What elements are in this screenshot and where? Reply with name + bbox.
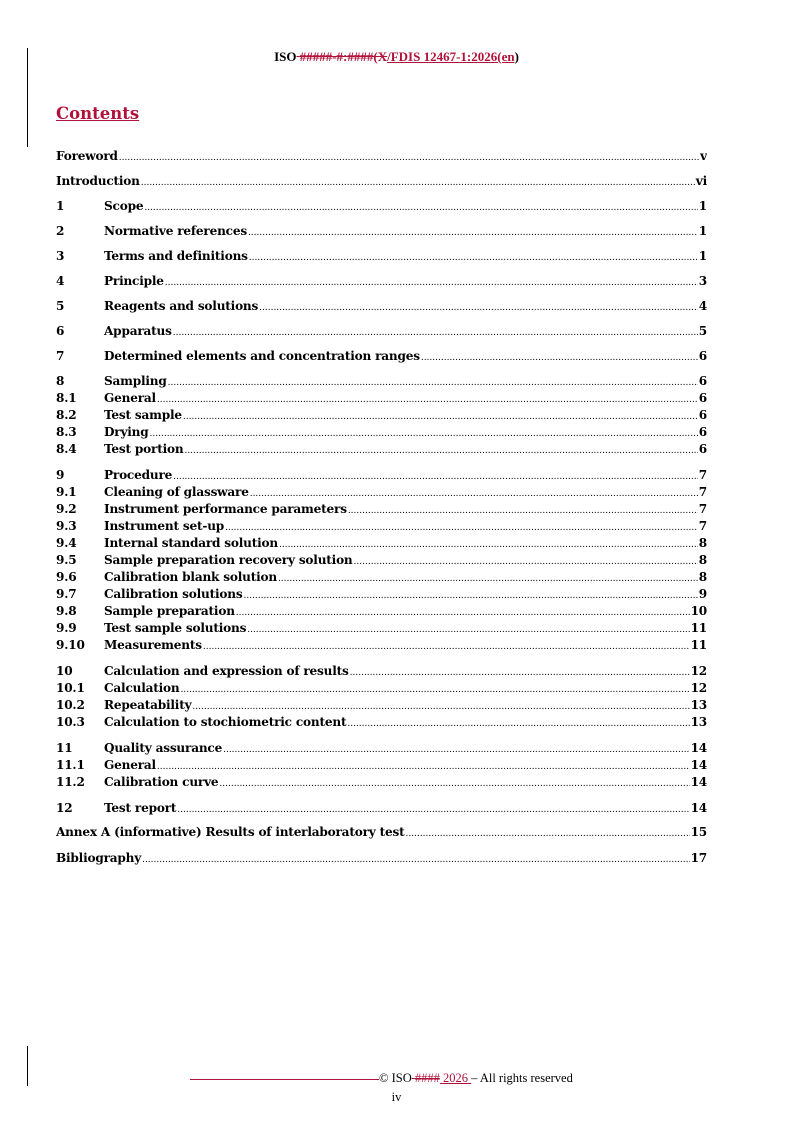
toc-entry-number: 3 (56, 249, 65, 263)
toc-entry-number: 9.4 (56, 536, 77, 550)
toc-leader-dots (259, 299, 698, 313)
toc-entry[interactable] (56, 825, 707, 841)
header-inserted-text: /FDIS 12467-1:2026(en (387, 49, 515, 64)
toc-entry[interactable] (56, 224, 707, 240)
toc-entry-page: 6 (698, 349, 707, 363)
toc-leader-dots (183, 408, 698, 422)
toc-entry-number: 11 (56, 741, 73, 755)
toc-leader-dots (142, 851, 689, 865)
toc-entry-page: 7 (698, 485, 707, 499)
toc-entry[interactable] (56, 199, 707, 215)
toc-entry-page: 12 (690, 681, 707, 695)
toc-entry-title: Test sample (104, 408, 182, 422)
toc-entry[interactable] (56, 621, 707, 637)
toc-entry-page: 11 (690, 638, 707, 652)
toc-entry-number: 2 (56, 224, 65, 238)
toc-entry-number: 12 (56, 801, 73, 815)
toc-leader-dots (223, 741, 689, 755)
toc-entry-title: Test report (104, 801, 177, 815)
toc-entry-title: Instrument performance parameters (104, 502, 347, 516)
toc-entry-page: 14 (690, 758, 707, 772)
toc-entry-page: vi (695, 174, 707, 188)
toc-entry-title: Calculation and expression of results (104, 664, 349, 678)
toc-entry-title: Determined elements and concentration ranges (104, 349, 420, 363)
toc-entry-title: Calibration blank solution (104, 570, 277, 584)
toc-entry-number: 8.4 (56, 442, 77, 456)
toc-leader-dots (157, 391, 698, 405)
toc-leader-dots (421, 349, 698, 363)
toc-entry-page: 6 (698, 374, 707, 388)
toc-leader-dots (219, 775, 689, 789)
toc-entry-title: Reagents and solutions (104, 299, 259, 313)
toc-entry-title: Instrument set-up (104, 519, 225, 533)
toc-leader-dots (279, 536, 698, 550)
toc-entry[interactable] (56, 149, 707, 165)
toc-entry[interactable] (56, 638, 707, 654)
toc-entry-number: 1 (56, 199, 65, 213)
page-number: iv (391, 1090, 402, 1104)
toc-entry-number: 9.8 (56, 604, 77, 618)
toc-entry-number: 6 (56, 324, 65, 338)
toc-entry[interactable] (56, 442, 707, 458)
toc-leader-dots (236, 604, 690, 618)
toc-entry[interactable] (56, 299, 707, 315)
toc-leader-dots (177, 801, 689, 815)
toc-entry[interactable] (56, 324, 707, 340)
toc-entry-page: 17 (690, 851, 707, 865)
toc-entry[interactable] (56, 174, 707, 190)
toc-entry[interactable] (56, 349, 707, 365)
header-deleted-text: #####-#:####(X (296, 49, 388, 64)
toc-entry-title: Calculation to stochiometric content (104, 715, 347, 729)
toc-leader-dots (347, 715, 689, 729)
toc-entry-title: General (104, 391, 156, 405)
toc-leader-dots (144, 199, 697, 213)
toc-entry-page: 6 (698, 425, 707, 439)
toc-leader-dots (180, 681, 689, 695)
toc-leader-dots (248, 224, 698, 238)
toc-entry-number: 8.2 (56, 408, 77, 422)
toc-entry[interactable] (56, 485, 707, 501)
toc-entry-title: General (104, 758, 156, 772)
toc-entry-number: 9.3 (56, 519, 77, 533)
toc-entry-page: 7 (698, 468, 707, 482)
toc-entry-page: 7 (698, 519, 707, 533)
toc-entry[interactable] (56, 604, 707, 620)
toc-leader-dots (192, 698, 689, 712)
toc-entry-page: 1 (698, 224, 707, 238)
toc-entry-number: 10.3 (56, 715, 85, 729)
toc-entry-number: 9 (56, 468, 65, 482)
toc-entry-number: 9.5 (56, 553, 77, 567)
toc-entry-title: Sampling (104, 374, 167, 388)
toc-leader-dots (184, 442, 697, 456)
toc-leader-dots (173, 468, 698, 482)
toc-entry-page: 10 (690, 604, 707, 618)
toc-leader-dots (405, 825, 689, 839)
toc-entry-title: Sample preparation (104, 604, 235, 618)
toc-leader-dots (278, 570, 698, 584)
toc-entry-number: 4 (56, 274, 65, 288)
toc-leader-dots (247, 621, 689, 635)
toc-entry-page: 8 (698, 536, 707, 550)
toc-entry-number: 9.9 (56, 621, 77, 635)
toc-entry[interactable] (56, 741, 707, 757)
toc-entry[interactable] (56, 425, 707, 441)
toc-leader-dots (249, 249, 698, 263)
toc-entry-number: 10.1 (56, 681, 85, 695)
toc-entry[interactable] (56, 468, 707, 484)
toc-entry[interactable] (56, 249, 707, 265)
toc-entry-number: 9.2 (56, 502, 77, 516)
toc-entry-page: 13 (690, 715, 707, 729)
toc-entry[interactable] (56, 374, 707, 390)
change-bar-bottom (27, 1046, 28, 1086)
toc-entry-page: 13 (690, 698, 707, 712)
toc-entry[interactable] (56, 851, 707, 867)
toc-entry[interactable] (56, 553, 707, 569)
toc-entry-title: Calibration curve (104, 775, 219, 789)
toc-entry[interactable] (56, 715, 707, 731)
toc-entry-title: Scope (104, 199, 144, 213)
header-suffix: ) (514, 49, 519, 64)
toc-entry[interactable] (56, 408, 707, 424)
toc-entry-title: Introduction (56, 174, 140, 188)
toc-leader-dots (350, 664, 690, 678)
toc-leader-dots (150, 425, 698, 439)
toc-entry-title: Test sample solutions (104, 621, 247, 635)
toc-entry-page: 4 (698, 299, 707, 313)
toc-entry-title: Bibliography (56, 851, 142, 865)
toc-leader-dots (165, 274, 698, 288)
toc-entry[interactable] (56, 801, 707, 817)
toc-leader-dots (173, 324, 698, 338)
toc-leader-dots (243, 587, 697, 601)
toc-leader-dots (141, 174, 695, 188)
toc-leader-dots (225, 519, 698, 533)
footer-inserted-year: 2026 (439, 1071, 472, 1085)
toc-entry-title: Procedure (104, 468, 173, 482)
toc-entry-page: 8 (698, 570, 707, 584)
document-header (0, 49, 793, 65)
toc-entry-page: 6 (698, 442, 707, 456)
toc-entry-title: Foreword (56, 149, 118, 163)
toc-leader-dots (354, 553, 698, 567)
toc-entry-title: Quality assurance (104, 741, 223, 755)
contents-title: Contents (56, 104, 140, 123)
toc-entry[interactable] (56, 536, 707, 552)
toc-entry-number: 9.1 (56, 485, 77, 499)
toc-entry-title: Measurements (104, 638, 202, 652)
toc-entry[interactable] (56, 775, 707, 791)
toc-entry-number: 7 (56, 349, 65, 363)
toc-entry-page: 9 (698, 587, 707, 601)
toc-leader-dots (119, 149, 699, 163)
toc-entry[interactable] (56, 519, 707, 535)
footer-revision-line (190, 1079, 379, 1080)
toc-entry-number: 9.10 (56, 638, 85, 652)
toc-entry-number: 8.3 (56, 425, 77, 439)
toc-entry[interactable] (56, 681, 707, 697)
toc-entry-page: v (700, 149, 707, 163)
toc-entry-title: Sample preparation recovery solution (104, 553, 353, 567)
toc-entry-page: 3 (698, 274, 707, 288)
toc-entry-number: 11.2 (56, 775, 85, 789)
footer-rights: – All rights reserved (471, 1071, 573, 1085)
toc-leader-dots (168, 374, 698, 388)
toc-entry-number: 10.2 (56, 698, 85, 712)
toc-leader-dots (157, 758, 690, 772)
toc-entry-page: 6 (698, 408, 707, 422)
toc-entry-title: Calibration solutions (104, 587, 243, 601)
toc-entry-title: Principle (104, 274, 164, 288)
toc-entry-page: 15 (690, 825, 707, 839)
toc-entry-title: Internal standard solution (104, 536, 278, 550)
toc-entry-title: Annex A (informative) Results of interlaboratory test (56, 825, 405, 839)
toc-entry-title: Repeatability (104, 698, 192, 712)
toc-entry-title: Calculation (104, 681, 180, 695)
toc-entry[interactable] (56, 664, 707, 680)
copyright-label: © ISO (379, 1071, 412, 1085)
toc-entry-number: 8.1 (56, 391, 77, 405)
toc-entry[interactable] (56, 698, 707, 714)
toc-entry-number: 8 (56, 374, 65, 388)
footer-deleted-year: #### (411, 1071, 440, 1085)
toc-entry-page: 5 (698, 324, 707, 338)
toc-entry[interactable] (56, 758, 707, 774)
toc-entry-title: Normative references (104, 224, 247, 238)
header-prefix: ISO (274, 49, 297, 64)
toc-entry-page: 1 (698, 199, 707, 213)
toc-leader-dots (250, 485, 698, 499)
toc-entry[interactable] (56, 274, 707, 290)
footer-copyright (379, 1071, 573, 1086)
toc-entry-number: 9.6 (56, 570, 77, 584)
toc-entry[interactable] (56, 502, 707, 518)
toc-entry-title: Drying (104, 425, 149, 439)
toc-entry-page: 14 (690, 801, 707, 815)
toc-entry-page: 14 (690, 775, 707, 789)
toc-entry-page: 7 (698, 502, 707, 516)
toc-entry-number: 10 (56, 664, 73, 678)
toc-entry-number: 9.7 (56, 587, 77, 601)
toc-entry-number: 11.1 (56, 758, 85, 772)
toc-entry[interactable] (56, 570, 707, 586)
toc-entry-page: 12 (690, 664, 707, 678)
toc-leader-dots (348, 502, 698, 516)
toc-entry-page: 14 (690, 741, 707, 755)
toc-leader-dots (203, 638, 690, 652)
toc-entry-page: 1 (698, 249, 707, 263)
toc-entry-page: 8 (698, 553, 707, 567)
toc-entry-title: Cleaning of glassware (104, 485, 249, 499)
toc-entry-title: Terms and definitions (104, 249, 248, 263)
toc-entry[interactable] (56, 587, 707, 603)
toc-entry-page: 11 (690, 621, 707, 635)
toc-entry-title: Test portion (104, 442, 184, 456)
toc-entry-page: 6 (698, 391, 707, 405)
toc-entry-number: 5 (56, 299, 65, 313)
toc-entry-title: Apparatus (104, 324, 172, 338)
toc-entry[interactable] (56, 391, 707, 407)
